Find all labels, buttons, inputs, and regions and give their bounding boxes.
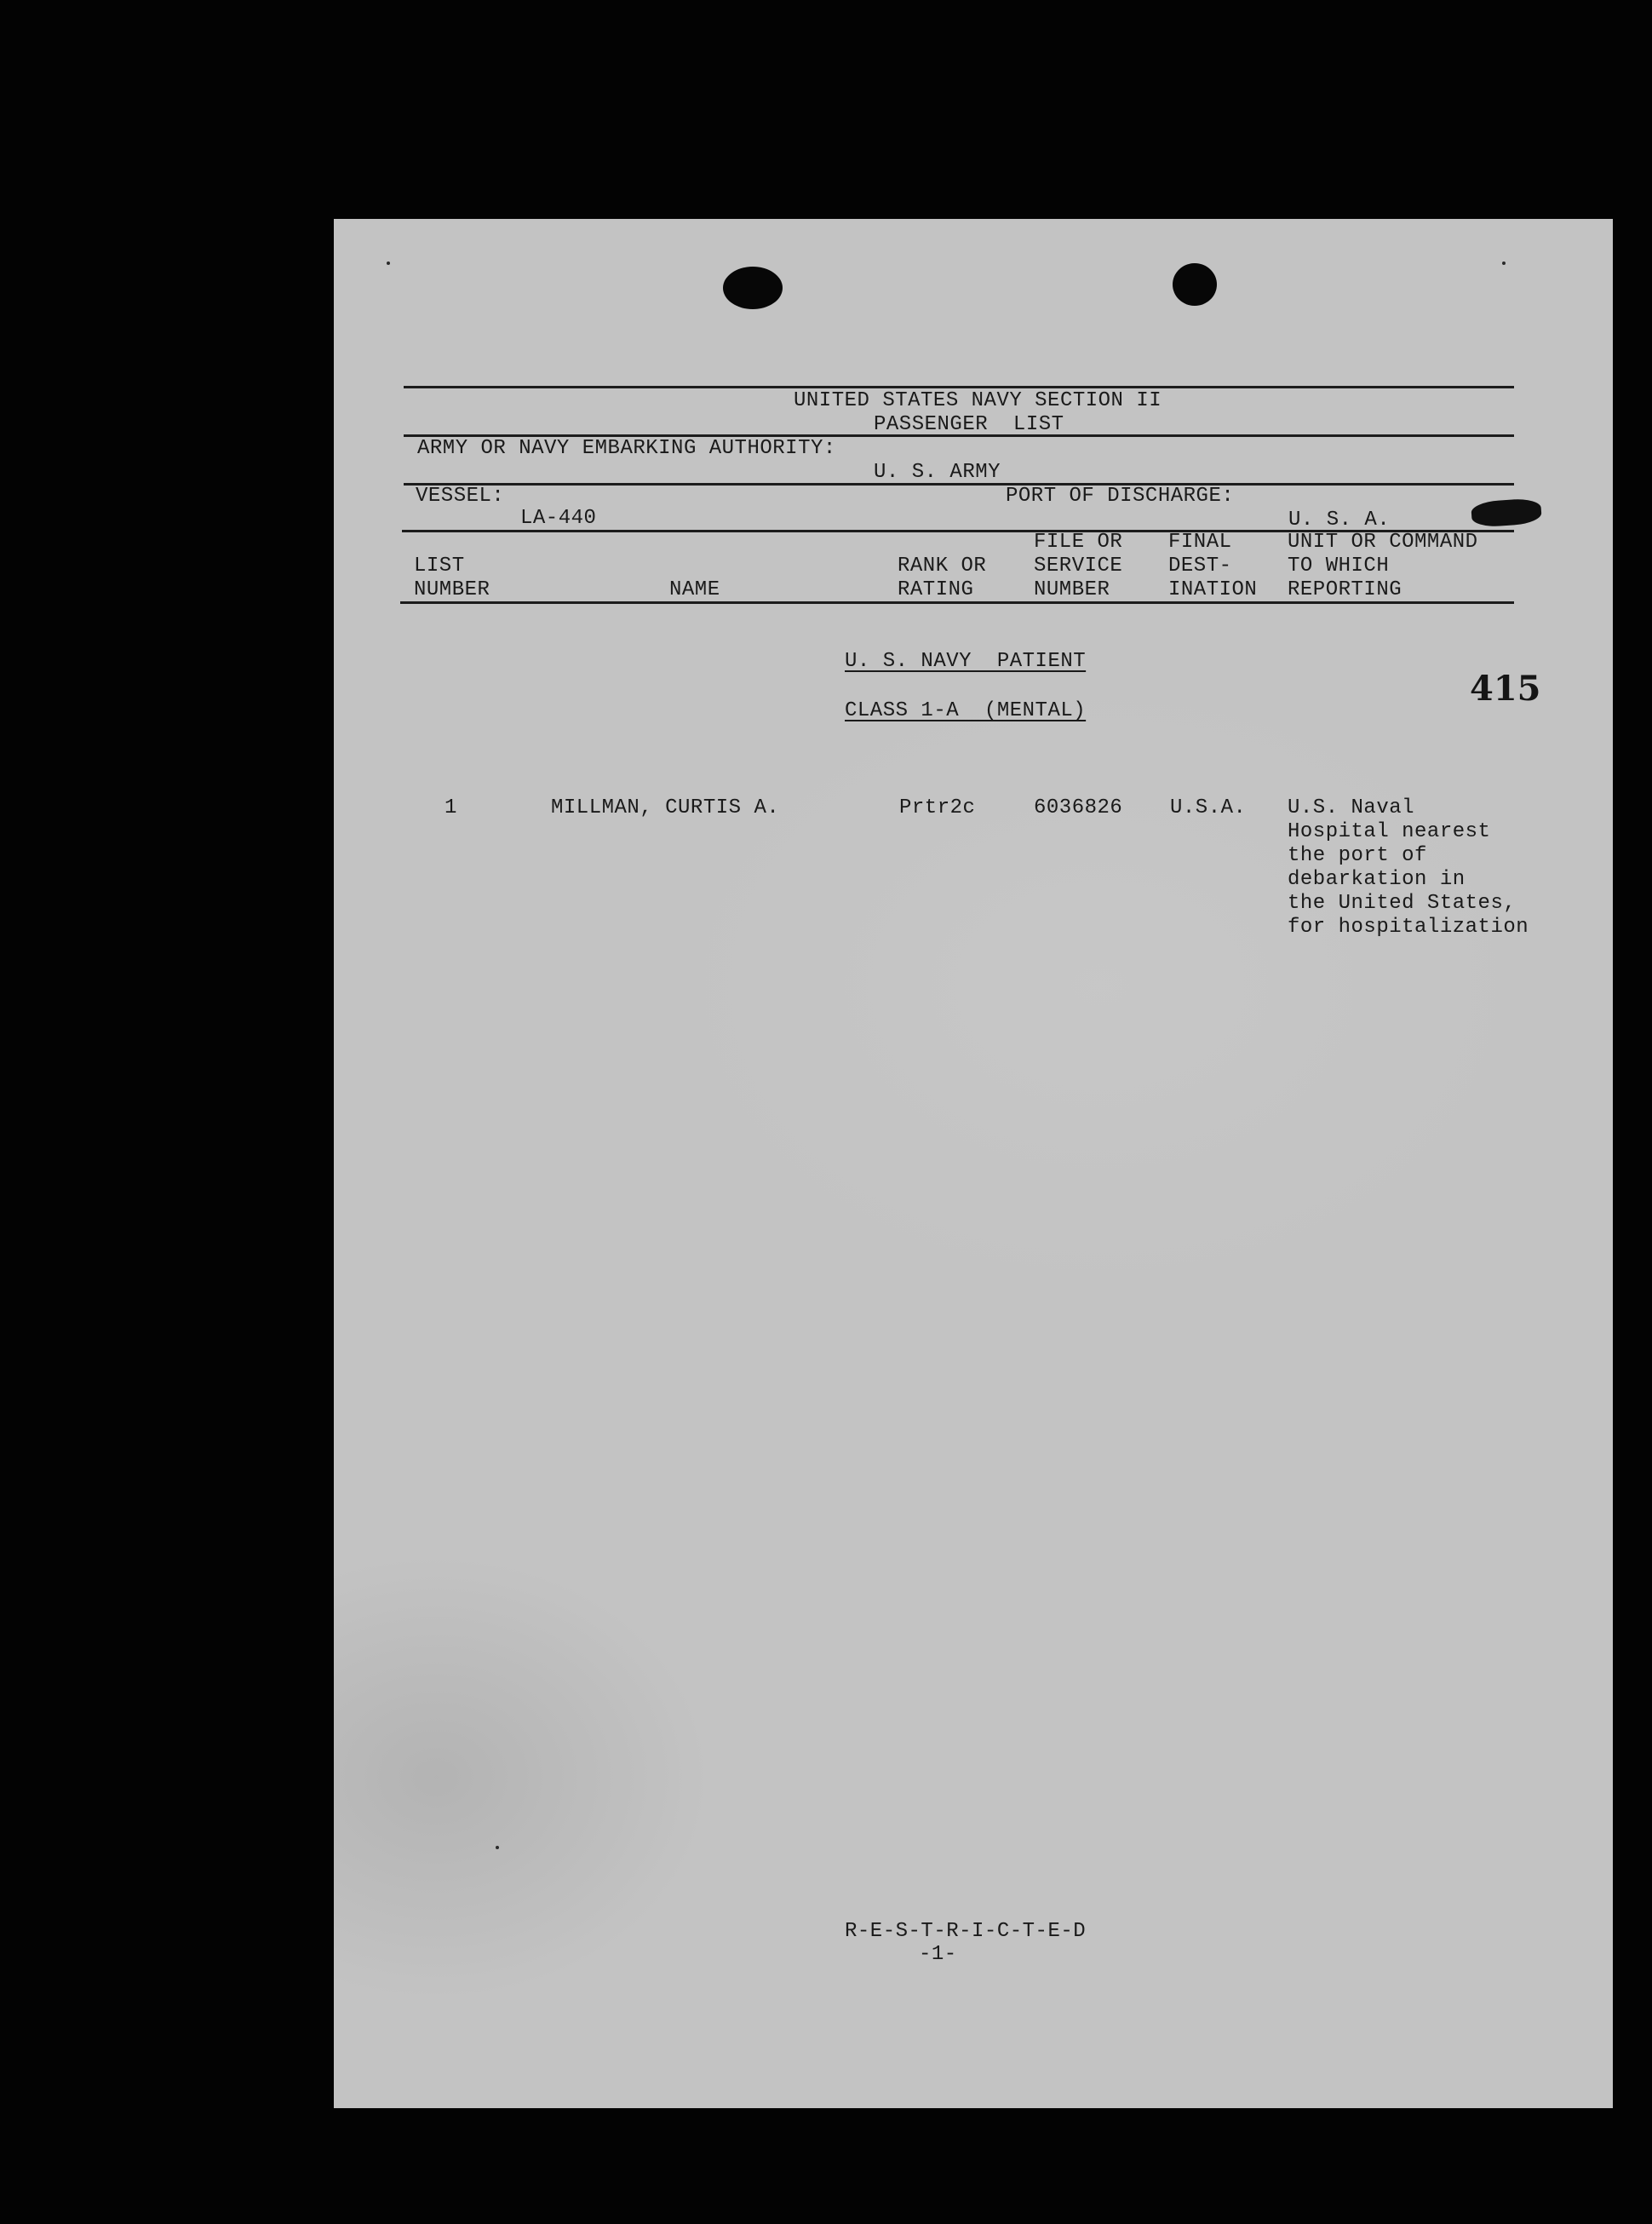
col-final-2: DEST-	[1168, 555, 1232, 578]
punch-hole-right	[1173, 263, 1217, 306]
col-file-1: FILE OR	[1034, 531, 1123, 554]
stamped-number: 415	[1470, 669, 1541, 709]
col-file-2: SERVICE	[1034, 555, 1123, 578]
vessel-value: LA-440	[520, 507, 597, 530]
section-heading: U. S. NAVY PATIENT	[845, 650, 1087, 673]
row-unit-line-5: the United States,	[1288, 892, 1517, 915]
col-unit-1: UNIT OR COMMAND	[1288, 531, 1478, 554]
paper-speck	[387, 261, 390, 265]
page-number: -1-	[919, 1943, 957, 1966]
col-final-3: INATION	[1168, 578, 1258, 601]
authority-label: ARMY OR NAVY EMBARKING AUTHORITY:	[417, 437, 836, 460]
paper-speck	[496, 1846, 499, 1849]
row-destination: U.S.A.	[1170, 796, 1247, 819]
top-rule	[404, 386, 1514, 388]
paper-speck	[1502, 261, 1506, 265]
col-name: NAME	[669, 578, 720, 601]
authority-rule	[404, 483, 1514, 486]
col-rank-1: RANK OR	[898, 555, 987, 578]
row-name: MILLMAN, CURTIS A.	[551, 796, 780, 819]
port-value: U. S. A.	[1288, 509, 1391, 532]
row-list-number: 1	[445, 796, 457, 819]
row-unit-line-4: debarkation in	[1288, 868, 1466, 891]
vessel-label: VESSEL:	[416, 485, 505, 508]
col-rank-2: RATING	[898, 578, 974, 601]
punch-hole-left	[723, 267, 783, 309]
class-heading: CLASS 1-A (MENTAL)	[845, 699, 1087, 722]
port-label: PORT OF DISCHARGE:	[1006, 485, 1235, 508]
col-list-number-2: NUMBER	[414, 578, 490, 601]
col-list-number-1: LIST	[414, 555, 465, 578]
row-unit-line-3: the port of	[1288, 844, 1427, 867]
row-rank: Prtr2c	[899, 796, 976, 819]
row-unit-line-2: Hospital nearest	[1288, 820, 1491, 843]
document-subtitle: PASSENGER LIST	[874, 413, 1064, 436]
row-unit-line-1: U.S. Naval	[1288, 796, 1415, 819]
row-unit-line-6: for hospitalization	[1288, 916, 1529, 939]
header-rule	[400, 601, 1514, 604]
col-file-3: NUMBER	[1034, 578, 1110, 601]
col-unit-3: REPORTING	[1288, 578, 1402, 601]
redaction-mark	[1471, 497, 1542, 528]
authority-value: U. S. ARMY	[874, 461, 1001, 484]
col-unit-2: TO WHICH	[1288, 555, 1390, 578]
row-service-number: 6036826	[1034, 796, 1123, 819]
classification-marking: R-E-S-T-R-I-C-T-E-D	[845, 1920, 1087, 1943]
col-final-1: FINAL	[1168, 531, 1232, 554]
document-page	[334, 219, 1613, 2108]
document-title: UNITED STATES NAVY SECTION II	[794, 389, 1162, 412]
